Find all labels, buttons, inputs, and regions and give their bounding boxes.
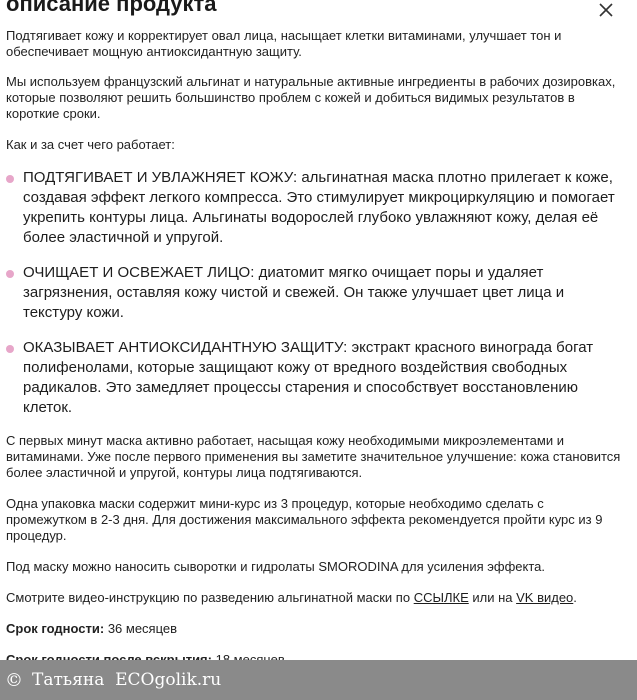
benefit-text: экстракт красного винограда богат полифенолами, которые защищают кожу от вредного воздействия свободных радикалов. Это замедляет процессы старения и способствует восстановлению клеток. xyxy=(23,339,594,416)
page-title: описание продукта xyxy=(6,0,217,16)
how-it-works-heading: Как и за счет чего работает: xyxy=(6,137,175,152)
video-text: Смотрите видео-инструкцию по разведению альгинатной маски по xyxy=(6,590,414,605)
bullet-dot xyxy=(6,345,14,353)
shelf-life-label: Срок годности: xyxy=(6,621,105,636)
benefit-item xyxy=(6,263,626,323)
link-vk-video[interactable]: VK видео xyxy=(516,590,574,605)
intro-paragraph: Подтягивает кожу и корректирует овал лица, насыщает клетки витаминами, улучшает тон и обеспечивает мощную антиоксидантную защиту. xyxy=(6,28,562,59)
watermark-footer xyxy=(0,660,637,700)
body-paragraph: С первых минут маска активно работает, насыщая кожу необходимыми микроэлементами и витаминами. Уже после первого применения вы заметите значительное улучшение: кожа становится более эластичной и упругой, контуры лица подтягиваются. xyxy=(6,433,621,480)
video-text: . xyxy=(573,590,577,605)
close-icon xyxy=(598,2,614,18)
video-instruction xyxy=(6,590,626,606)
copyright-icon: © xyxy=(5,669,23,691)
benefit-item xyxy=(6,338,626,418)
body-paragraph: Под маску можно наносить сыворотки и гидролаты SMORODINA для усиления эффекта. xyxy=(6,559,546,574)
video-text: или на xyxy=(468,590,517,605)
shelf-life xyxy=(6,621,626,637)
body-paragraph: Одна упаковка маски содержит мини-курс из 3 процедур, которые необходимо сделать с промежутком в 2-3 дня. Для достижения максимального эффекта рекомендуется пройти курс из 9 процедур. xyxy=(6,496,603,543)
intro-paragraph: Мы используем французский альгинат и натуральные активные ингредиенты в рабочих дозировках, которые позволяют решить большинство проблем с кожей и добиться видимых результатов в короткие сроки. xyxy=(6,74,616,121)
benefit-item xyxy=(6,168,626,248)
watermark-text: Татьяна ECOgolik.ru xyxy=(32,670,222,690)
product-description xyxy=(6,28,626,683)
close-button[interactable] xyxy=(593,0,619,22)
link-instruction[interactable]: ССЫЛКЕ xyxy=(413,590,469,605)
benefit-title: ПОДТЯГИВАЕТ И УВЛАЖНЯЕТ КОЖУ: xyxy=(23,169,298,186)
benefit-text: альгинатная маска плотно прилегает к коже, создавая эффект легкого компресса. Это стимулирует микроциркуляцию и помогает укрепить контуры лица. Альгинаты водорослей глубоко увлажняют кожу, делая её более эластичной и упругой. xyxy=(23,169,615,246)
shelf-life-value: 36 месяцев xyxy=(104,621,178,636)
benefit-text: диатомит мягко очищает поры и удаляет загрязнения, оставляя кожу чистой и свежей. Он также улучшает цвет лица и текстуру кожи. xyxy=(23,264,565,321)
bullet-dot xyxy=(6,270,14,278)
benefit-title: ОКАЗЫВАЕТ АНТИОКСИДАНТНУЮ ЗАЩИТУ: xyxy=(23,339,348,356)
bullet-dot xyxy=(6,175,14,183)
benefits-list xyxy=(6,168,626,418)
benefit-title: ОЧИЩАЕТ И ОСВЕЖАЕТ ЛИЦО: xyxy=(23,264,255,281)
